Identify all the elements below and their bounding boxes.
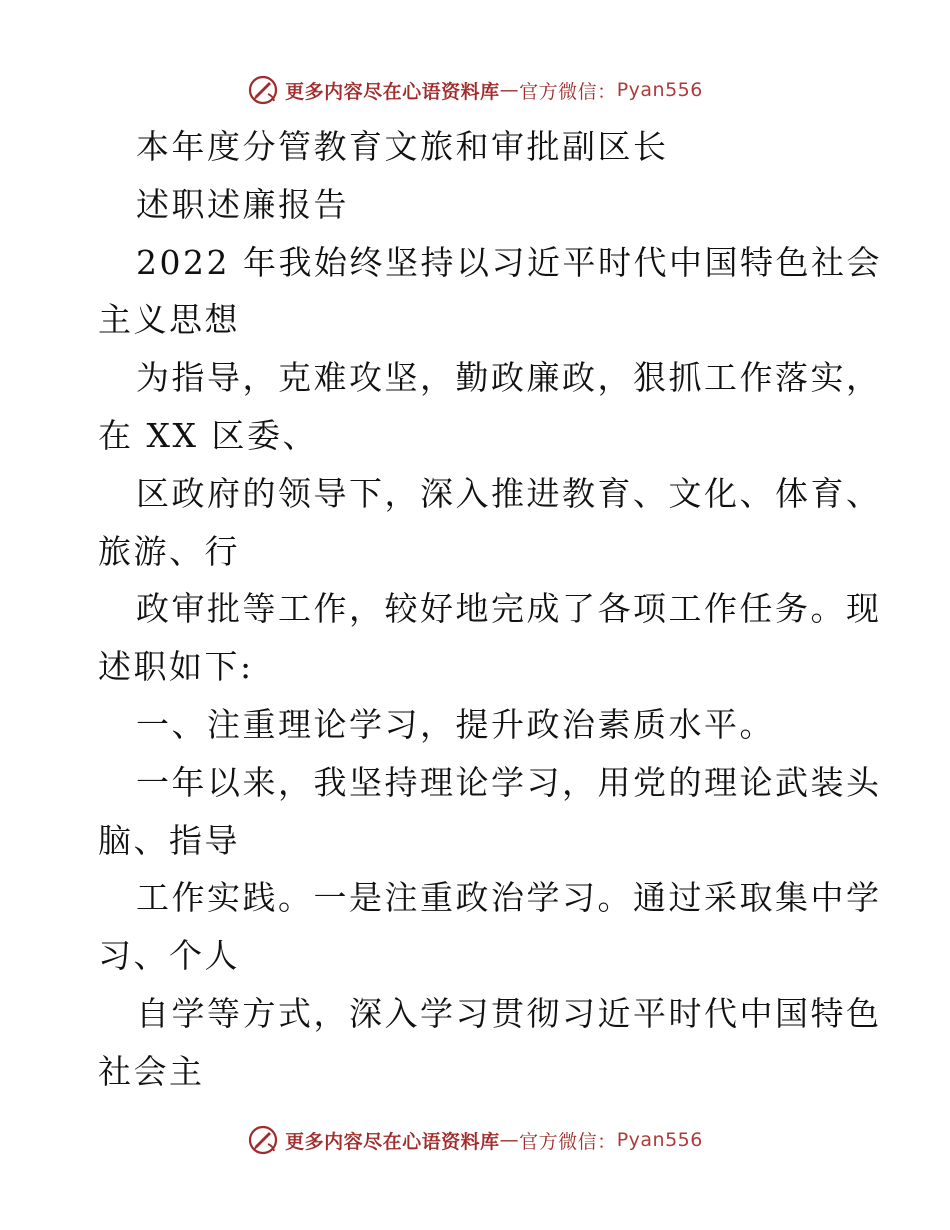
document-line: 习、个人 xyxy=(98,936,240,976)
document-line: 区政府的领导下，深入推进教育、文化、体育、 xyxy=(136,473,882,513)
document-body xyxy=(98,118,882,1101)
document-line: 本年度分管教育文旅和审批副区长 xyxy=(136,127,669,166)
document-line: 一、注重理论学习，提升政治素质水平。 xyxy=(136,704,775,744)
document-line: 述职述廉报告 xyxy=(136,184,349,224)
watermark-wechat-label: 官方微信： xyxy=(519,80,617,103)
footer-watermark xyxy=(0,1120,950,1160)
document-line: 主义思想 xyxy=(98,300,240,340)
document-line: 旅游、行 xyxy=(98,531,240,571)
watermark-wechat-id: Pyan556 xyxy=(616,1129,703,1151)
watermark-wechat-label: 官方微信： xyxy=(519,1130,617,1153)
document-line: 为指导，克难攻坚，勤政廉政，狠抓工作落实， xyxy=(136,358,882,398)
document-line: 在 XX 区委、 xyxy=(98,415,318,455)
watermark-separator: — xyxy=(499,79,520,101)
document-line: 脑、指导 xyxy=(98,820,240,860)
quill-pen-seal-icon xyxy=(247,74,279,106)
document-line: 工作实践。一是注重政治学习。通过采取集中学 xyxy=(136,878,882,918)
watermark-separator: — xyxy=(499,1129,520,1151)
document-line: 2022 年我始终坚持以习近平时代中国特色社会 xyxy=(136,242,882,282)
document-line: 述职如下: xyxy=(98,647,254,687)
header-watermark xyxy=(0,70,950,110)
document-line: 社会主 xyxy=(98,1051,205,1091)
document-line: 自学等方式，深入学习贯彻习近平时代中国特色 xyxy=(136,993,882,1033)
document-line: 一年以来，我坚持理论学习，用党的理论武装头 xyxy=(136,762,882,802)
watermark-wechat-id: Pyan556 xyxy=(616,79,703,101)
watermark-brand: 更多内容尽在心语资料库 xyxy=(285,1130,500,1153)
quill-pen-seal-icon xyxy=(247,1124,279,1156)
watermark-brand: 更多内容尽在心语资料库 xyxy=(285,80,500,103)
document-line: 政审批等工作，较好地完成了各项工作任务。现 xyxy=(136,589,882,629)
